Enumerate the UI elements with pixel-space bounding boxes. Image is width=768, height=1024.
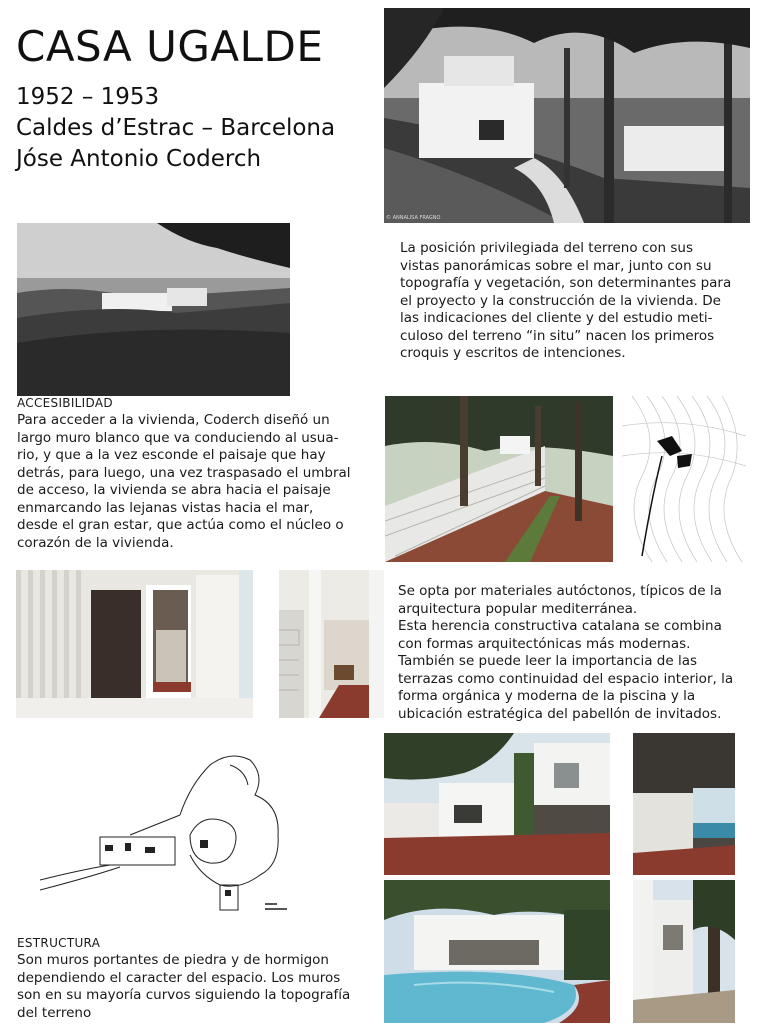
photo-interior-slats: [16, 570, 253, 718]
accesibilidad-paragraph: [17, 412, 351, 552]
text-line: son en su mayoría curvos siguiendo la topografía: [17, 987, 351, 1003]
photo-side-view: [633, 880, 735, 1023]
photo-stone-wall-path: [385, 396, 613, 562]
floor-plan-drawing: [40, 745, 340, 925]
photo-pool: [384, 880, 610, 1023]
text-line: Se opta por materiales autóctonos, típicos de la: [398, 583, 722, 599]
text-line: culoso del terreno “in situ” nacen los primeros: [400, 327, 715, 344]
text-line: arquitectura popular mediterránea.: [398, 600, 638, 617]
subtitle-years: 1952 – 1953: [16, 84, 160, 110]
text-line: La posición privilegiada del terreno con sus: [400, 240, 694, 256]
text-line: largo muro blanco que va conduciendo al usua-: [17, 429, 339, 446]
text-line: forma orgánica y moderna de la piscina y la: [398, 688, 696, 704]
text-line: el proyecto y la construcción de la vivienda. De: [400, 292, 721, 309]
text-line: las indicaciones del cliente y del estudio meti-: [400, 310, 713, 326]
estructura-paragraph: [17, 952, 350, 1022]
text-line: terrazas como continuidad del espacio interior, la: [398, 670, 734, 687]
estructura-heading: ESTRUCTURA: [17, 936, 101, 950]
intro-paragraph: [400, 240, 731, 363]
photo-landscape-bw: [17, 223, 290, 396]
text-line: desde el gran estar, que actúa como el núcleo o: [17, 517, 344, 533]
text-line: También se puede leer la importancia de las: [398, 653, 698, 669]
photo-terrace-color: [384, 733, 610, 875]
text-line: vistas panorámicas sobre el mar, junto con su: [400, 257, 712, 274]
photo-interior-stairs: [279, 570, 384, 718]
text-line: croquis y escritos de intenciones.: [400, 345, 626, 361]
text-line: del terreno: [17, 1004, 92, 1021]
text-line: Son muros portantes de piedra y de hormigon: [17, 952, 329, 968]
text-line: topografía y vegetación, son determinantes para: [400, 275, 732, 291]
photo-exterior-bw: [384, 8, 750, 223]
text-line: de acceso, la vivienda se abra hacia el paisaje: [17, 482, 331, 498]
photo-corner-detail: [633, 733, 735, 875]
subtitle-location: Caldes d’Estrac – Barcelona: [16, 115, 336, 141]
text-line: dependiendo el caracter del espacio. Los muros: [17, 969, 341, 986]
site-plan-topography: [622, 396, 746, 562]
photo-credit: © ANNALISA FRAGNO: [386, 215, 441, 221]
text-line: Para acceder a la vivienda, Coderch diseñó un: [17, 412, 330, 428]
text-line: enmarcando las lejanas vistas hacia el mar,: [17, 499, 314, 516]
page-title: CASA UGALDE: [16, 22, 324, 71]
text-line: rio, y que a la vez esconde el paisaje que hay: [17, 447, 326, 463]
materiales-paragraph: [398, 583, 733, 723]
text-line: corazón de la vivienda.: [17, 534, 174, 551]
text-line: Esta herencia constructiva catalana se combina: [398, 618, 722, 634]
accesibilidad-heading: ACCESIBILIDAD: [17, 396, 113, 410]
text-line: detrás, para luego, una vez traspasado el umbral: [17, 464, 351, 481]
text-line: ubicación estratégica del pabellón de invitados.: [398, 705, 722, 722]
subtitle-architect: Jóse Antonio Coderch: [16, 146, 262, 172]
text-line: con formas arquitectónicas más modernas.: [398, 635, 691, 652]
